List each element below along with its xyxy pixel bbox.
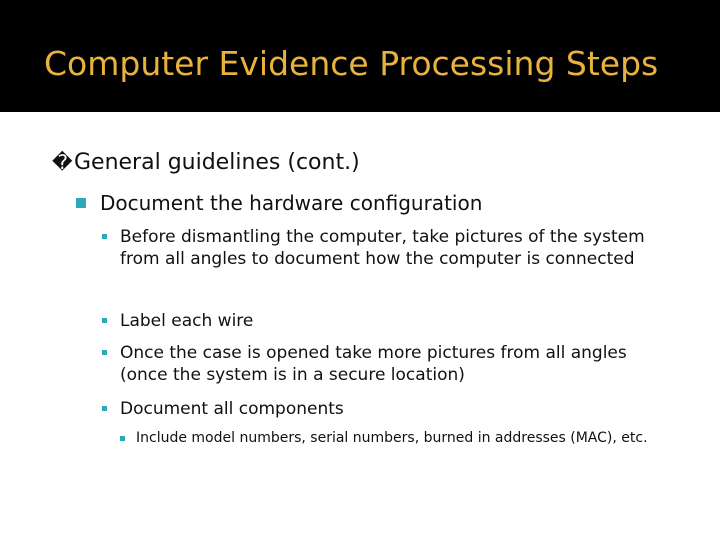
bullet-level4-text: Include model numbers, serial numbers, burned in addresses (MAC), etc.: [136, 430, 648, 446]
bullet-level3-item: [102, 226, 672, 271]
title-bar: [0, 0, 720, 112]
bullet-level3-item: [102, 398, 672, 420]
bullet-level3-item: [102, 342, 672, 387]
slide-title: Computer Evidence Processing Steps: [44, 44, 659, 83]
square-bullet-icon: [102, 350, 107, 355]
bullet-level3-text: Label each wire: [120, 311, 254, 331]
bullet-level1: [52, 147, 360, 178]
bullet-level1-text: General guidelines (cont.): [74, 150, 360, 175]
bullet-level4-item: [120, 428, 660, 449]
bullet-level2-text: Document the hardware configuration: [100, 191, 483, 215]
missing-glyph-bullet: �: [52, 150, 73, 174]
square-bullet-icon: [76, 198, 86, 208]
bullet-level3-text: Before dismantling the computer, take pictures of the system from all angles to document how the computer is connected: [120, 227, 645, 270]
square-bullet-icon: [102, 234, 107, 239]
square-bullet-icon: [102, 318, 107, 323]
square-bullet-icon: [102, 406, 107, 411]
bullet-level3-item: [102, 310, 672, 332]
bullet-level3-text: Once the case is opened take more pictures from all angles (once the system is in a secure location): [120, 343, 627, 386]
square-bullet-icon: [120, 436, 125, 441]
bullet-level3-text: Document all components: [120, 399, 344, 419]
bullet-level2: [76, 189, 482, 217]
